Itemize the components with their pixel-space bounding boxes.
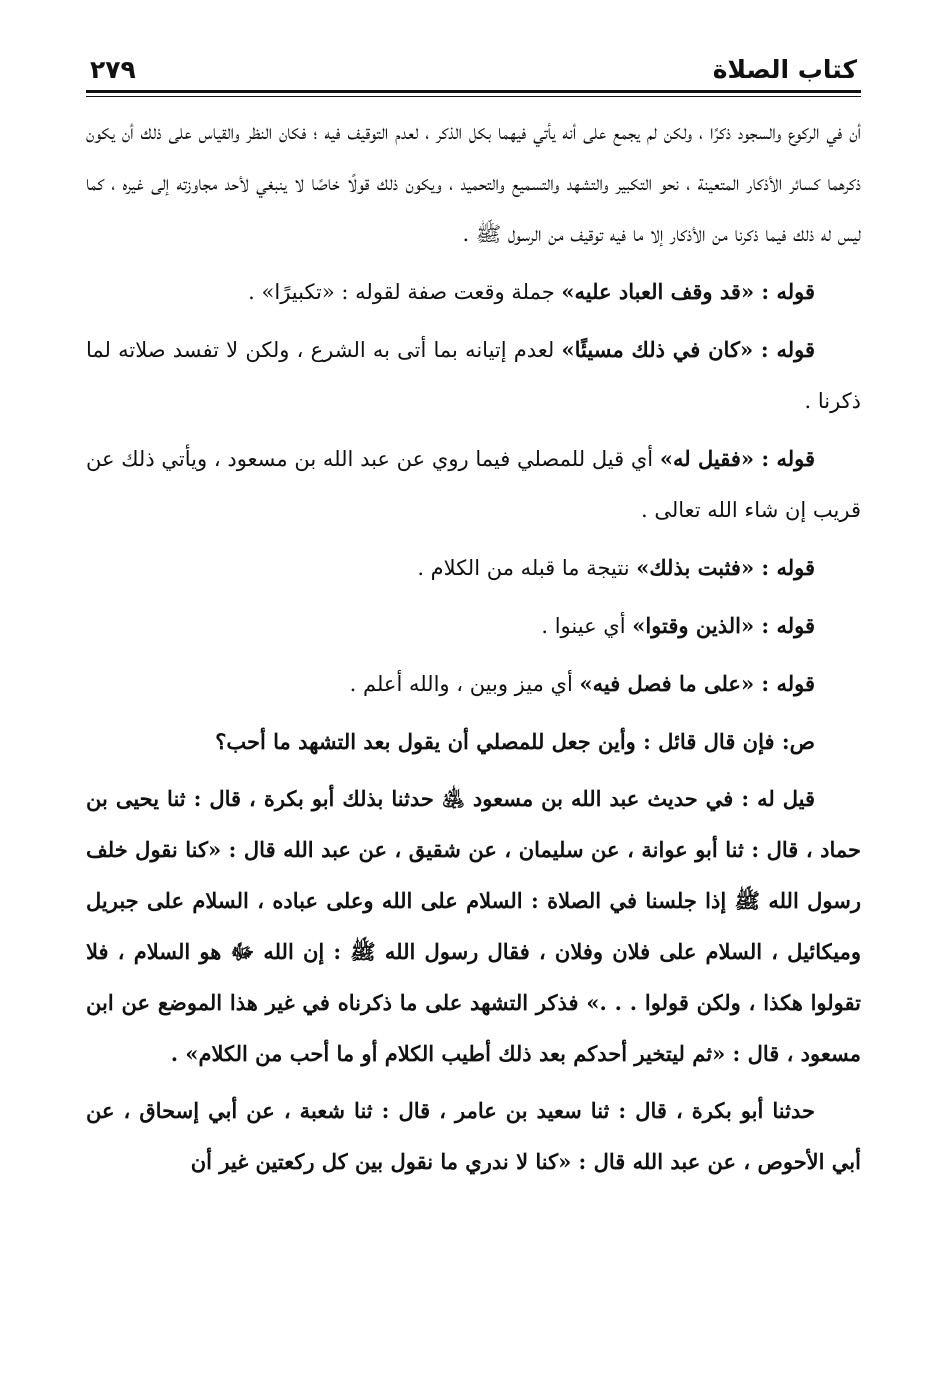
quote-label: قوله : «فثبت بذلك» (636, 555, 815, 580)
commentary-7 (86, 658, 861, 710)
quote-label: قوله : «كان في ذلك مسيئًا» (561, 337, 816, 362)
commentary-text: أي قيل للمصلي فيما روي عن عبد الله بن مسعود ، ويأتي ذلك عن قريب إن شاء الله تعالى . (86, 447, 861, 522)
quote-label: قوله : «قد وقف العباد عليه» (561, 279, 815, 304)
commentary-text: أي عينوا . (541, 614, 633, 638)
commentary-text: أي ميز وبين ، والله أعلم . (349, 672, 580, 696)
main-text-question: ص: فإن قال قائل : وأين جعل للمصلي أن يقول بعد التشهد ما أحب؟ (215, 729, 815, 754)
commentary-6 (86, 600, 861, 652)
paragraph-1: أن في الركوع والسجود ذكرًا ، ولكن لم يجمع على أنه يأتي فيهما بكل الذكر ، لعدم التوقيف فيه ؛ فكان النظر والقياس على ذلك أن يكون ذكرهما كسائر الأذكار المتعينة ، نحو التكبير والتشهد والتسميع والتحميد ، ويكون ذلك قولًا خاصًا لا ينبغي لأحد مجاوزته إلى غيره ، كما ليس له ذلك فيما ذكرنا من الأذكار إلا ما فيه توقيف من الرسول ﷺ . (86, 120, 861, 246)
commentary-3 (86, 324, 861, 427)
book-page (86, 40, 861, 1187)
chapter-title: كتاب الصلاة (712, 55, 857, 84)
commentary-text: نتيجة ما قبله من الكلام . (417, 556, 637, 580)
commentary-2 (86, 266, 861, 318)
page-body (86, 107, 861, 1187)
page-header (86, 40, 861, 84)
quote-label: قوله : «الذين وقتوا» (632, 613, 815, 638)
quote-label: قوله : «فقيل له» (659, 446, 816, 471)
header-rule (86, 90, 861, 97)
quote-label: قوله : «على ما فصل فيه» (579, 671, 815, 696)
commentary-text: لعدم إتيانه بما أتى به الشرع ، ولكن لا تفسد صلاته لما ذكرنا . (86, 338, 861, 413)
commentary-4 (86, 433, 861, 536)
commentary-text: جملة وقعت صفة لقوله : «تكبيرًا» . (248, 280, 562, 304)
hadith-paragraph-1: قيل له : في حديث عبد الله بن مسعود ﵁ حدثنا بذلك أبو بكرة ، قال : ثنا يحيى بن حماد ، قال : ثنا أبو عوانة ، عن سليمان ، عن شقيق ، عن عبد الله قال : «كنا نقول خلف رسول الله ﷺ إذا جلسنا في الصلاة : السلام على الله وعلى عباده ، السلام على جبريل وميكائيل ، السلام على فلان وفلان ، فقال رسول الله ﷺ : إن الله ﷻ هو السلام ، فلا تقولوا هكذا ، ولكن قولوا . . .» فذكر التشهد على ما ذكرناه في غير هذا الموضع عن ابن مسعود ، قال : «ثم ليتخير أحدكم بعد ذلك أطيب الكلام أو ما أحب من الكلام» . (86, 786, 861, 1066)
commentary-5 (86, 542, 861, 594)
page-number: ٢٧٩ (90, 55, 136, 84)
hadith-paragraph-2: حدثنا أبو بكرة ، قال : ثنا سعيد بن عامر ، قال : ثنا شعبة ، عن أبي إسحاق ، عن أبي الأحوص ، عن عبد الله قال : «كنا لا ندري ما نقول بين كل ركعتين غير أن (86, 1098, 861, 1174)
